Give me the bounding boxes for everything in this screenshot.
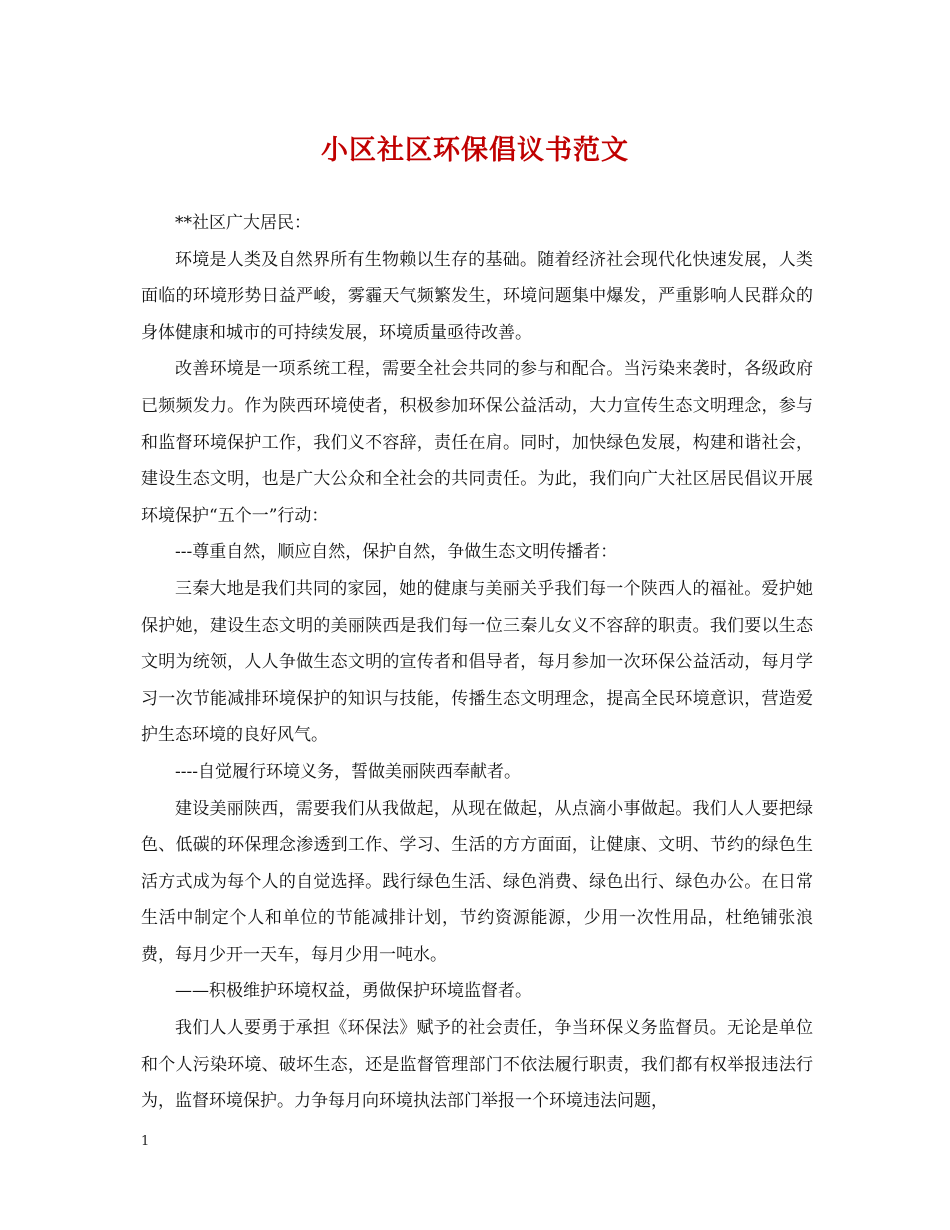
- body-paragraph: 改善环境是一项系统工程，需要全社会共同的参与和配合。当污染来袭时，各级政府已频频发力。作为陕西环境使者，积极参加环保公益活动，大力宣传生态文明理念，参与和监督环境保护工作，我们义不容辞，责任在肩。同时，加快绿色发展，构建和谐社会，建设生态文明，也是广大公众和全社会的共同责任。为此，我们向广大社区居民倡议开展环境保护“五个一”行动：: [141, 359, 813, 526]
- body-paragraph: 我们人人要勇于承担《环保法》赋予的社会责任，争当环保义务监督员。无论是单位和个人污染环境、破坏生态，还是监督管理部门不依法履行职责，我们都有权举报违法行为，监督环境保护。力争每月向环境执法部门举报一个环境违法问题，: [141, 1018, 813, 1112]
- section-heading: ---尊重自然，顺应自然，保护自然，争做生态文明传播者：: [175, 542, 618, 563]
- section-heading: ----自觉履行环境义务，誓做美丽陕西奉献者。: [175, 761, 521, 782]
- section-heading: ——积极维护环境权益，勇做保护环境监督者。: [175, 981, 532, 1002]
- body-paragraph: 环境是人类及自然界所有生物赖以生存的基础。随着经济社会现代化快速发展，人类面临的环境形势日益严峻，雾霾天气频繁发生，环境问题集中爆发，严重影响人民群众的身体健康和城市的可持续发展，环境质量亟待改善。: [141, 249, 813, 343]
- body-paragraph: 建设美丽陕西，需要我们从我做起，从现在做起，从点滴小事做起。我们人人要把绿色、低碳的环保理念渗透到工作、学习、生活的方方面面，让健康、文明、节约的绿色生活方式成为每个人的自觉选择。践行绿色生活、绿色消费、绿色出行、绿色办公。在日常生活中制定个人和单位的节能减排计划，节约资源能源，少用一次性用品，杜绝铺张浪费，每月少开一天车，每月少用一吨水。: [141, 798, 813, 965]
- document-body: [141, 205, 813, 1120]
- body-paragraph: 三秦大地是我们共同的家园，她的健康与美丽关乎我们每一个陕西人的福祉。爱护她保护她，建设生态文明的美丽陕西是我们每一位三秦儿女义不容辞的职责。我们要以生态文明为统领，人人争做生态文明的宣传者和倡导者，每月参加一次环保公益活动，每月学习一次节能减排环境保护的知识与技能，传播生态文明理念，提高全民环境意识，营造爱护生态环境的良好风气。: [141, 578, 813, 746]
- page-number: 1: [141, 1134, 150, 1149]
- document-title: 小区社区环保倡议书范文: [321, 135, 629, 166]
- salutation-paragraph: **社区广大居民：: [175, 213, 311, 233]
